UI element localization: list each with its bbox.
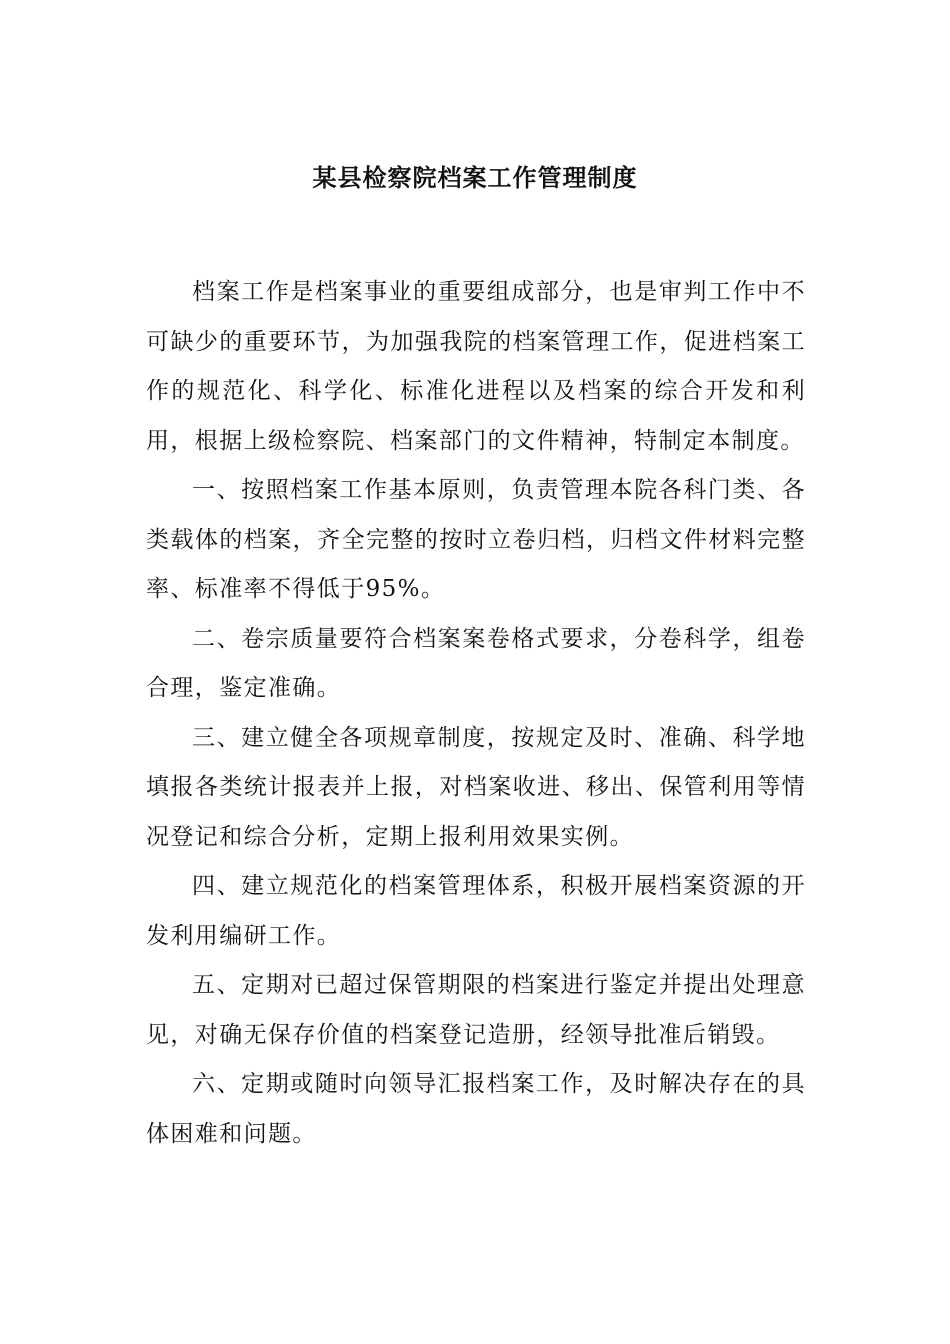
clause-3-paragraph: 三、建立健全各项规章制度，按规定及时、准确、科学地填报各类统计报表并上报，对档案收进、移出、保管利用等情况登记和综合分析，定期上报利用效果实例。: [146, 724, 806, 850]
clause-6-paragraph: 六、定期或随时向领导汇报档案工作，及时解决存在的具体困难和问题。: [146, 1071, 806, 1147]
document-title: 某县检察院档案工作管理制度: [312, 163, 638, 192]
clause-2-paragraph: 二、卷宗质量要符合档案案卷格式要求，分卷科学，组卷合理，鉴定准确。: [146, 625, 806, 701]
clause-5-paragraph: 五、定期对已超过保管期限的档案进行鉴定并提出处理意见，对确无保存价值的档案登记造册，经领导批准后销毁。: [146, 972, 806, 1048]
clause-4-paragraph: 四、建立规范化的档案管理体系，积极开展档案资源的开发利用编研工作。: [146, 873, 806, 949]
intro-paragraph: 档案工作是档案事业的重要组成部分，也是审判工作中不可缺少的重要环节，为加强我院的档案管理工作，促进档案工作的规范化、科学化、标准化进程以及档案的综合开发和利用，根据上级检察院、档案部门的文件精神，特制定本制度。: [146, 279, 806, 454]
document-body: [146, 268, 806, 1159]
clause-1-paragraph: 一、按照档案工作基本原则，负责管理本院各科门类、各类载体的档案，齐全完整的按时立卷归档，归档文件材料完整率、标准率不得低于95%。: [146, 477, 806, 602]
